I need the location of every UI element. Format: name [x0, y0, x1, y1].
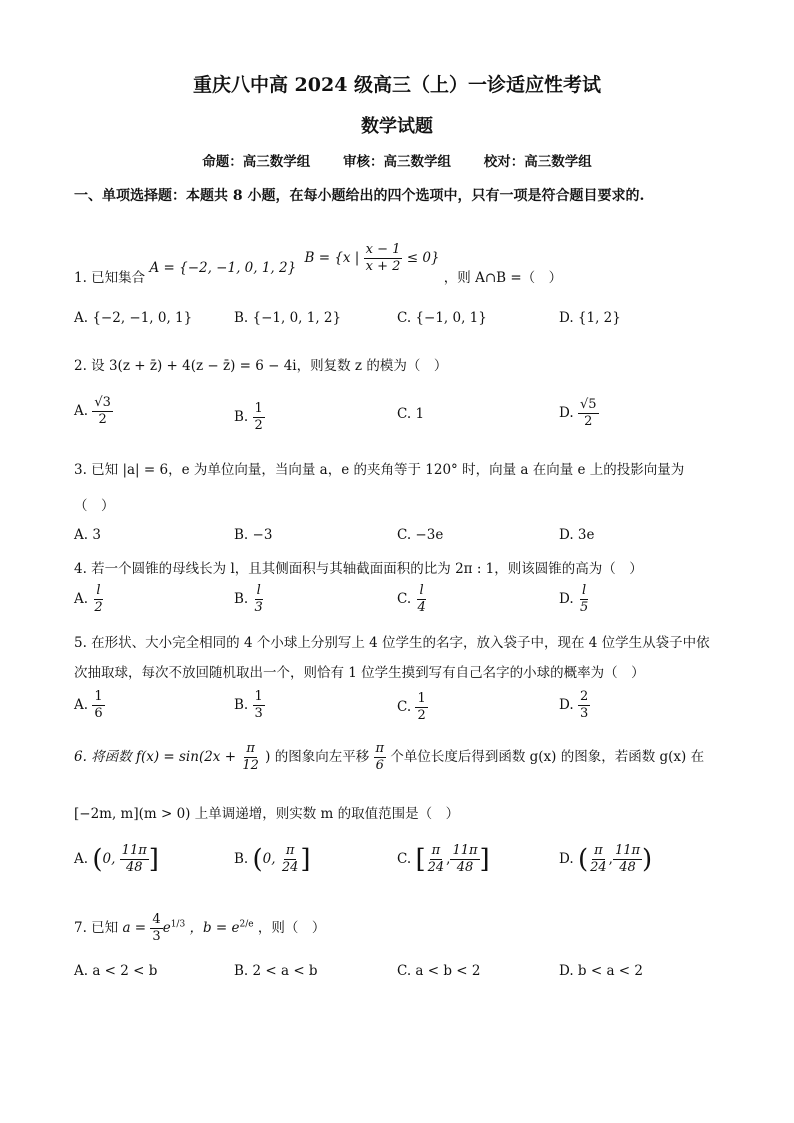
q3-option-b: B. −3: [234, 527, 273, 543]
credit-reviewer: 审核：高三数学组: [343, 154, 451, 170]
q1-set-b-pre: B = {x |: [304, 250, 360, 266]
q7-a-sup: 1/3: [170, 919, 186, 930]
q7-b: ，b = e: [189, 920, 240, 936]
q6-c-num1: π: [431, 843, 441, 858]
q4-c-fraction: [415, 583, 427, 616]
q7-option-a: A. a < 2 < b: [74, 963, 158, 979]
q4-d-den: 5: [579, 600, 589, 615]
q2-c-label: C.: [397, 406, 412, 422]
credits-line: [0, 150, 794, 170]
q7-a: a =: [122, 920, 151, 936]
q4-b-fraction: [253, 583, 265, 616]
q2-a-fraction: [92, 395, 113, 428]
q6-a-label: A.: [74, 851, 89, 867]
q5-c-fraction: [415, 691, 427, 724]
q6-c-den: 48: [456, 860, 474, 875]
q2-b-label: B.: [234, 409, 249, 425]
q6-option-c: C. [ $\frac{\pi}{24}$ , $\frac{11\pi}{48}$ ]: [397, 843, 490, 875]
q6-a-close: ]: [148, 844, 159, 875]
q4-option-c: [397, 583, 428, 616]
q6-b-pre: 0,: [262, 851, 280, 867]
q6-d-fraction-2: [613, 843, 642, 876]
q6-d-den: 48: [619, 860, 636, 875]
q2-b-fraction: [253, 401, 265, 434]
q1-option-d: D. {1, 2}: [559, 310, 621, 326]
q5-d-num: 2: [579, 689, 589, 704]
q6-d-open: (: [577, 844, 589, 875]
q1-option-c: C. {−1, 0, 1}: [397, 310, 487, 326]
q4-option-d: [559, 583, 590, 616]
q2-d-num: √5: [579, 397, 597, 412]
q7-pre: 7. 已知: [74, 920, 119, 936]
credit-proofreader: 校对：高三数学组: [483, 154, 592, 170]
q6-c-open: [: [415, 844, 426, 875]
q4-a-fraction: [92, 583, 104, 616]
q6-b-den: 24: [281, 860, 299, 875]
q4-c-den: 4: [417, 600, 426, 615]
q5-option-c: [397, 691, 428, 724]
question-3-stem: 3. 已知 |a| = 6，e 为单位向量，当向量 a，e 的夹角等于 120° 时，向量 a 在向量 e 上的投影向量为: [74, 462, 685, 478]
q5-b-den: 3: [254, 706, 263, 721]
q2-b-num: 1: [254, 401, 263, 416]
q6-a-pre: 0,: [102, 851, 120, 867]
q4-option-b: [234, 583, 265, 616]
q1-option-a: A. {−2, −1, 0, 1}: [74, 310, 193, 326]
q2-option-a: [74, 395, 113, 428]
q3-option-d: D. 3e: [559, 527, 595, 543]
q2-d-label: D.: [559, 405, 574, 421]
credit-author: 命题：高三数学组: [202, 154, 311, 170]
q5-a-fraction: [92, 689, 104, 722]
q6-c-fraction-1: [426, 843, 447, 876]
q6-frac1-num: π: [246, 741, 255, 756]
q4-d-fraction: [578, 583, 590, 616]
section-heading: 一、单项选择题：本题共 8 小题，在每小题给出的四个选项中，只有一项是符合题目要求的.: [74, 188, 645, 204]
q2-a-den: 2: [98, 412, 107, 427]
q6-a-fraction: [120, 843, 149, 876]
q2-d-fraction: [578, 397, 599, 430]
q5-option-b: [234, 689, 265, 722]
q6-frac2-num: π: [375, 741, 385, 756]
q6-c-fraction-2: [450, 843, 479, 876]
q1-set-b: [304, 242, 444, 274]
q5-a-den: 6: [94, 706, 103, 721]
q4-d-num: l: [581, 583, 587, 598]
exam-subtitle: 数学试题: [361, 116, 433, 137]
question-1-stem: [74, 242, 563, 295]
q3-option-a: A. 3: [74, 527, 101, 543]
q6-c-num: 11π: [452, 843, 478, 858]
q5-b-num: 1: [254, 689, 263, 704]
q6-option-d: D. ( $\frac{\pi}{24}$ , $\frac{11\pi}{48}$ ): [559, 843, 653, 875]
q1-post: ，则 A∩B =（ ）: [443, 270, 563, 286]
q4-c-label: C.: [397, 591, 412, 607]
q6-stem-b: ) 的图象向左平移: [265, 749, 370, 765]
question-5-stem-cont: 次抽取球，每次不放回随机取出一个，则恰有 1 位学生摸到写有自己名字的小球的概率为（ ）: [74, 665, 645, 681]
q6-b-fraction: [280, 843, 301, 876]
q1-frac-den: x + 2: [365, 259, 401, 274]
q4-a-num: l: [96, 583, 101, 598]
q6-b-num: π: [285, 843, 295, 858]
q5-d-den: 3: [579, 706, 589, 721]
question-7-stem: [74, 912, 325, 945]
q5-c-label: C.: [397, 699, 412, 715]
q6-d-fraction-1: [588, 843, 609, 876]
q5-a-label: A.: [74, 697, 89, 713]
q6-a-open: (: [92, 844, 103, 875]
q7-a-exp: e: [162, 920, 171, 936]
q2-option-c: [397, 406, 424, 422]
question-6-stem-cont: [−2m, m](m > 0) 上单调递增，则实数 m 的取值范围是（ ）: [74, 806, 460, 822]
q6-c-close: ]: [479, 844, 490, 875]
q2-option-b: [234, 401, 265, 434]
q5-a-num: 1: [94, 689, 103, 704]
q2-d-den: 2: [584, 414, 593, 429]
exam-title: 重庆八中高 2024 级高三（上）一诊适应性考试: [192, 74, 602, 96]
q7-a-fraction: [150, 912, 162, 945]
q4-d-label: D.: [559, 591, 574, 607]
q6-d-den1: 24: [590, 860, 607, 875]
q4-b-label: B.: [234, 591, 249, 607]
q7-post: ，则（ ）: [257, 920, 326, 936]
q6-stem-c: 个单位长度后得到函数 g(x) 的图象，若函数 g(x) 在: [390, 749, 705, 765]
q2-option-d: [559, 397, 599, 430]
q1-pre: 1. 已知集合: [74, 270, 146, 286]
question-5-stem: 5. 在形状、大小完全相同的 4 个小球上分别写上 4 位学生的名字，放入袋子中，现在 4 位学生从袋子中依: [74, 635, 710, 651]
q4-a-label: A.: [74, 591, 89, 607]
q6-d-close: ): [642, 844, 653, 875]
q5-b-fraction: [253, 689, 265, 722]
q5-b-label: B.: [234, 697, 249, 713]
q7-a-den: 3: [152, 929, 161, 944]
q6-d-num1: π: [594, 843, 603, 858]
q2-c-text: 1: [415, 406, 425, 422]
q6-b-open: (: [252, 844, 263, 875]
q1-set-b-fraction: [364, 242, 403, 275]
q4-b-den: 3: [254, 600, 263, 615]
q7-b-sup: 2/e: [239, 919, 254, 930]
q7-option-b: B. 2 < a < b: [234, 963, 318, 979]
q6-option-a: [74, 843, 159, 876]
q5-d-label: D.: [559, 697, 574, 713]
q6-frac-2: [374, 741, 387, 774]
q1-set-b-post: ≤ 0}: [406, 250, 440, 266]
q4-c-num: l: [419, 583, 424, 598]
q1-frac-num: x − 1: [365, 242, 401, 257]
q7-a-num: 4: [152, 912, 161, 927]
q2-a-label: A.: [74, 403, 89, 419]
question-3-stem-cont: （ ）: [74, 498, 115, 514]
q6-b-label: B.: [234, 851, 249, 867]
q5-c-num: 1: [417, 691, 426, 706]
question-4-stem: 4. 若一个圆锥的母线长为 l，且其侧面积与其轴截面面积的比为 2π : 1，则该圆锥的高为（ ）: [74, 561, 643, 577]
q6-c-label: C.: [397, 851, 412, 867]
q6-d-label: D.: [559, 851, 574, 867]
q7-option-c: C. a < b < 2: [397, 963, 481, 979]
q6-stem-a: 6. 将函数 f(x) = sin(2x +: [74, 749, 241, 765]
q1-set-a: A = {−2, −1, 0, 1, 2}: [149, 260, 297, 276]
q6-b-close: ]: [300, 844, 311, 875]
q5-d-fraction: [578, 689, 590, 722]
q6-frac-1: [240, 741, 261, 774]
question-6-stem: [74, 741, 704, 774]
q3-option-c: C. −3e: [397, 527, 444, 543]
q2-a-num: √3: [94, 395, 111, 410]
q6-frac1-den: 12: [242, 758, 259, 773]
q6-frac2-den: 6: [375, 758, 384, 773]
q4-b-num: l: [256, 583, 261, 598]
q5-option-d: [559, 689, 590, 722]
q5-c-den: 2: [417, 708, 426, 723]
q7-option-d: D. b < a < 2: [559, 963, 643, 979]
q6-a-den: 48: [125, 860, 143, 875]
question-2-stem: 2. 设 3(z + z̄) + 4(z − z̄) = 6 − 4i，则复数 z 的模为（ ）: [74, 358, 448, 374]
q6-option-b: [234, 843, 311, 876]
q5-option-a: [74, 689, 105, 722]
q6-a-num: 11π: [121, 843, 147, 858]
q2-b-den: 2: [254, 418, 263, 433]
q4-a-den: 2: [94, 600, 103, 615]
q4-option-a: [74, 583, 105, 616]
q6-c-den1: 24: [427, 860, 445, 875]
q1-option-b: B. {−1, 0, 1, 2}: [234, 310, 342, 326]
q6-d-num: 11π: [614, 843, 641, 858]
